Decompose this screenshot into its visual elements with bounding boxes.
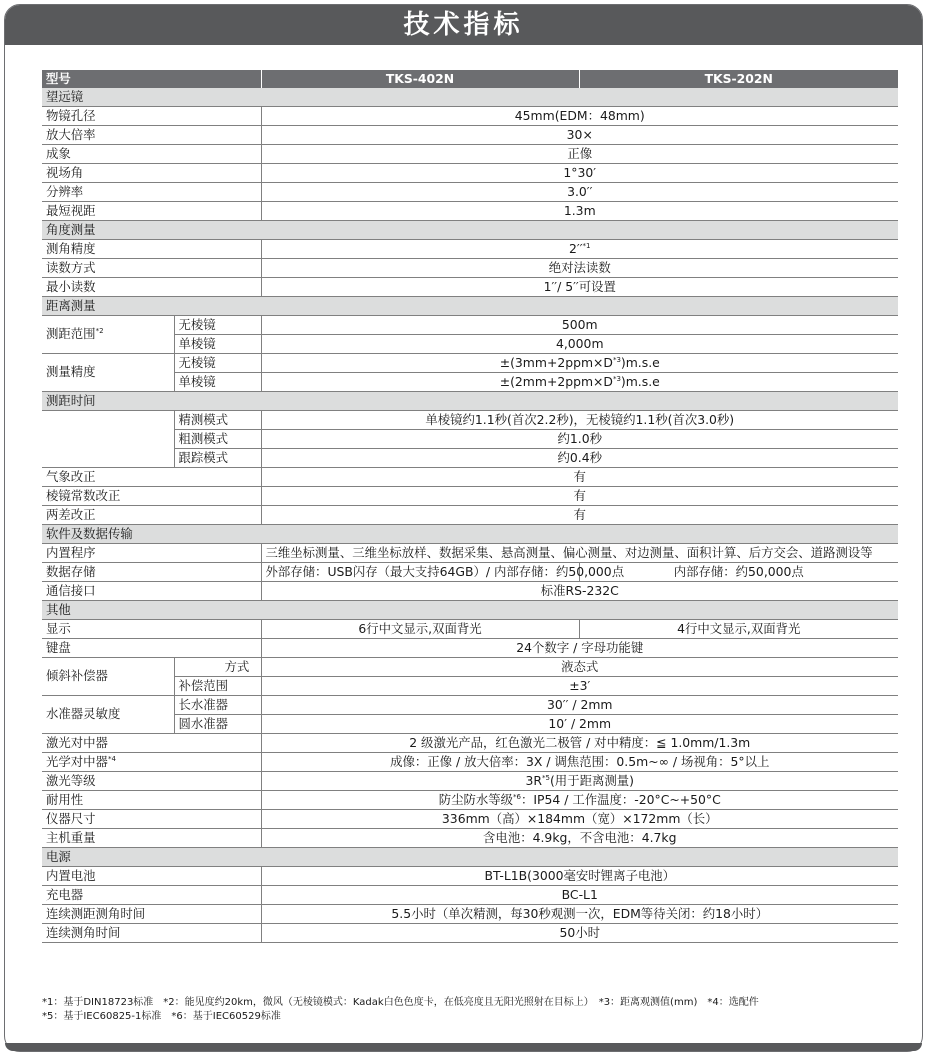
table-row: 数据存储 外部存储：USB闪存（最大支持64GB）/ 内部存储：约50,000点 内部存储：约50,000点 [42,563,898,582]
table-row: 两差改正 有 [42,506,898,525]
table-row: 测距范围$^{*2}$ 无棱镜 500m [42,316,898,335]
table-row: 单棱镜 4,000m [42,335,898,354]
table-row: 连续测角时间 50小时 [42,924,898,943]
header-model: 型号 [42,70,261,88]
table-row: 读数方式 绝对法读数 [42,259,898,278]
table-row: 内置电池 BT-L1B(3000毫安时锂离子电池） [42,867,898,886]
section-power: 电源 [42,848,898,867]
table-row: 测角精度 $2''^{*1}$ [42,240,898,259]
header-tks-202n: TKS-202N [579,70,898,88]
table-row: 分辨率 3.0′′ [42,183,898,202]
table-row: 补偿范围 ±3′ [42,677,898,696]
table-row: 棱镜常数改正 有 [42,487,898,506]
table-row: 物镜孔径 45mm(EDM：48mm) [42,107,898,126]
table-row: 最小读数 1′′/ 5′′可设置 [42,278,898,297]
footnote-line-1: *1：基于DIN18723标准 *2：能见度约20km，微风（无棱镜模式：Kadak白色色度卡，在低亮度且无阳光照射在目标上） *3：距离观测值(mm) *4：选配件 [42,997,759,1008]
table-row: 粗测模式 约1.0秒 [42,430,898,449]
table-row: 最短视距 1.3m [42,202,898,221]
table-row: 精测模式 单棱镜约1.1秒(首次2.2秒)，无棱镜约1.1秒(首次3.0秒) [42,411,898,430]
table-row: 充电器 BC-L1 [42,886,898,905]
table-row: 测量精度 无棱镜 $\pm(3mm+2ppm\times D^{*3})m.s.e$ [42,354,898,373]
table-row: 光学对中器$^{*4}$ 成像：正像 / 放大倍率：3X / 调焦范围：0.5m~∞ / 场视角：5°以上 [42,753,898,772]
table-row: 激光对中器 2 级激光产品，红色激光二极管 / 对中精度：≦ 1.0mm/1.3m [42,734,898,753]
table-row: 放大倍率 30× [42,126,898,145]
table-row: 连续测距测角时间 5.5小时（单次精测，每30秒观测一次，EDM等待关闭：约18小时） [42,905,898,924]
table-row: 倾斜补偿器 方式 液态式 [42,658,898,677]
footnote-line-2: *5：基于IEC60825-1标准 *6：基于IEC60529标准 [42,1011,281,1022]
spec-sheet-frame [4,4,923,1052]
footnotes [42,996,902,1024]
section-software: 软件及数据传输 [42,525,898,544]
table-row: 成象 正像 [42,145,898,164]
bottom-bar [5,1043,922,1051]
section-distance: 距离测量 [42,297,898,316]
table-row: 激光等级 $3R^{*5}$(用于距离测量) [42,772,898,791]
table-row: 键盘 24个数字 / 字母功能键 [42,639,898,658]
section-other: 其他 [42,601,898,620]
table-row: 单棱镜 $\pm(2mm+2ppm\times D^{*3})m.s.e$ [42,373,898,392]
table-row: 耐用性 防尘防水等级$^{*6}$：IP54 / 工作温度：-20°C~+50°C [42,791,898,810]
table-header [42,70,898,88]
table-row: 气象改正 有 [42,468,898,487]
section-angle: 角度测量 [42,221,898,240]
table-row: 跟踪模式 约0.4秒 [42,449,898,468]
section-measure-time: 测距时间 [42,392,898,411]
table-row: 水准器灵敏度 长水准器 30′′ / 2mm [42,696,898,715]
table-row: 主机重量 含电池：4.9kg，不含电池：4.7kg [42,829,898,848]
table-row: 显示 6行中文显示,双面背光 4行中文显示,双面背光 [42,620,898,639]
spec-table [42,70,898,943]
header-tks-402n: TKS-402N [261,70,579,88]
page-title: 技术指标 [5,5,922,45]
table-row: 圆水准器 10′ / 2mm [42,715,898,734]
section-telescope: 望远镜 [42,88,898,107]
table-row: 通信接口 标准RS-232C [42,582,898,601]
table-row: 视场角 1°30′ [42,164,898,183]
table-row: 内置程序 三维坐标测量、三维坐标放样、数据采集、悬高测量、偏心测量、对边测量、面积计算、后方交会、道路测设等 [42,544,898,563]
table-row: 仪器尺寸 336mm（高）×184mm（宽）×172mm（长） [42,810,898,829]
